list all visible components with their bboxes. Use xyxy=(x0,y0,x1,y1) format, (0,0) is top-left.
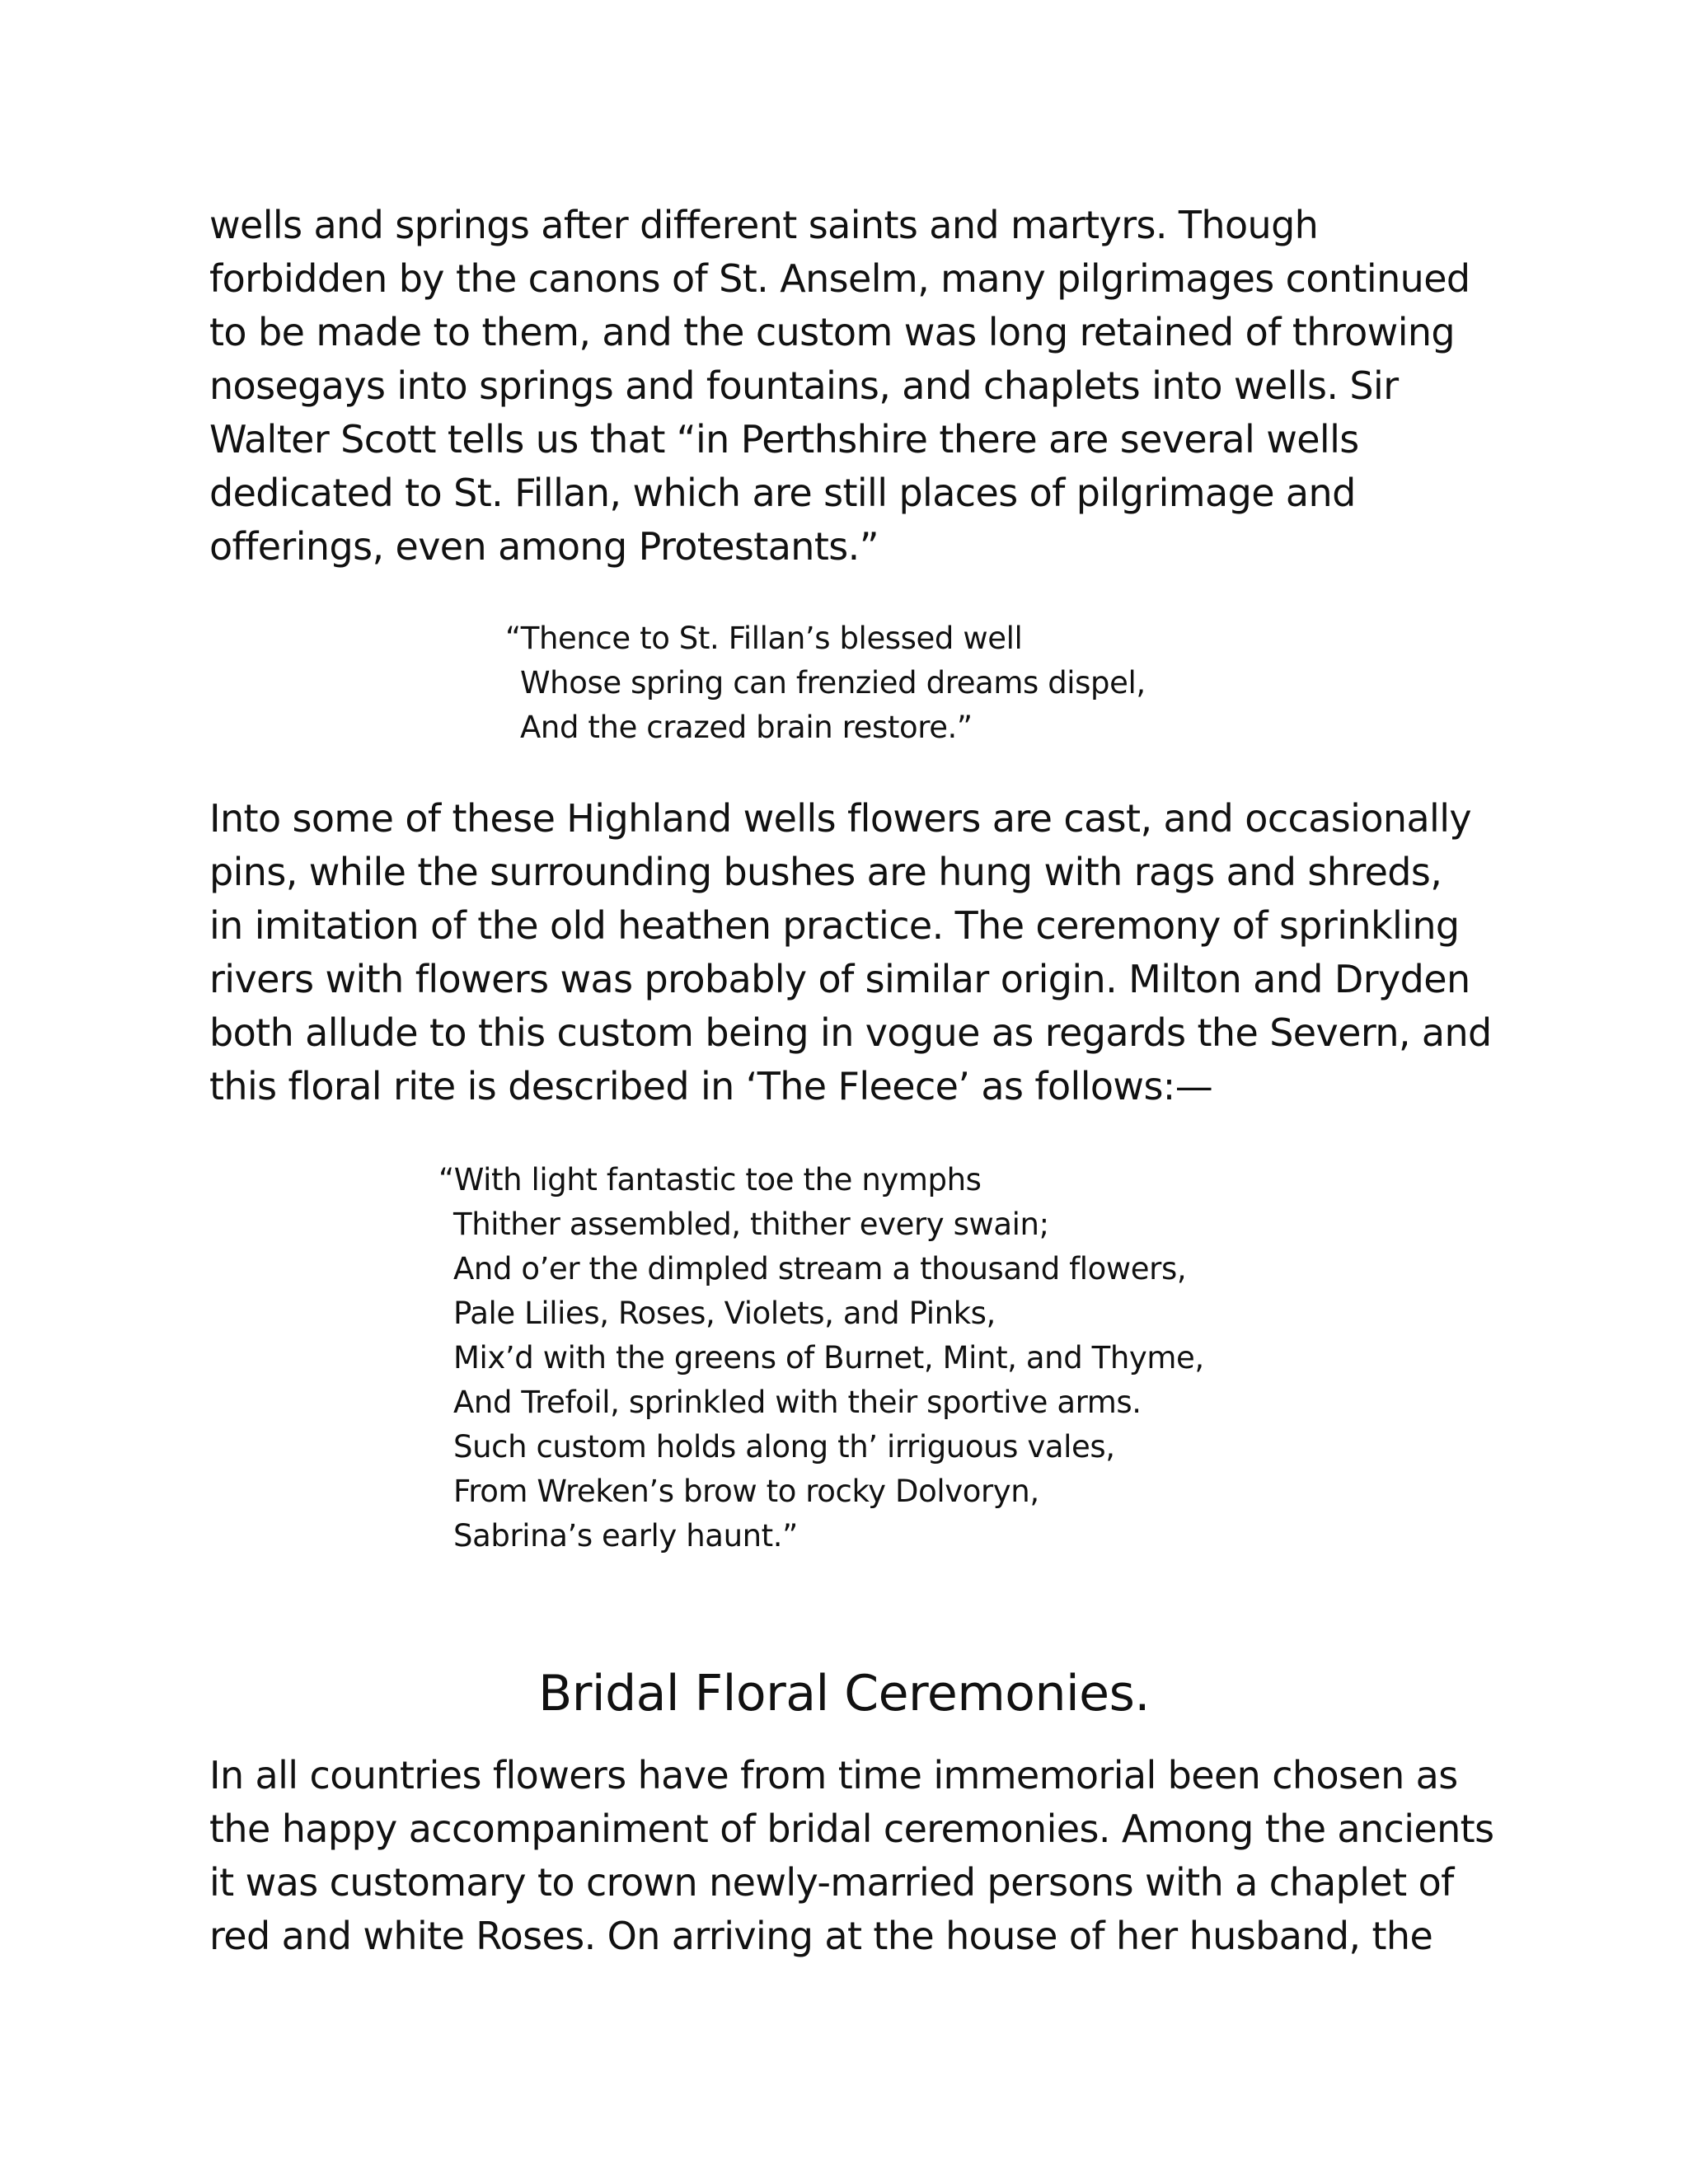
text-line: wells and springs after different saints and martyrs. Though xyxy=(209,203,1319,247)
verse-st-fillan xyxy=(505,616,1146,750)
paragraph-bridal-ceremonies xyxy=(209,1749,1495,1963)
verse-line: Thither assembled, thither every swain; xyxy=(453,1207,1049,1242)
verse-line: And Trefoil, sprinkled with their sportive arms. xyxy=(453,1385,1142,1420)
text-line: the happy accompaniment of bridal ceremonies. Among the ancients xyxy=(209,1807,1494,1851)
text-line: In all countries flowers have from time immemorial been chosen as xyxy=(209,1753,1458,1797)
text-line: offerings, even among Protestants.” xyxy=(209,524,879,569)
text-line: rivers with flowers was probably of similar origin. Milton and Dryden xyxy=(209,957,1470,1001)
text-line: to be made to them, and the custom was long retained of throwing xyxy=(209,310,1456,354)
verse-line: Pale Lilies, Roses, Violets, and Pinks, xyxy=(453,1296,996,1331)
text-line: nosegays into springs and fountains, and chaplets into wells. Sir xyxy=(209,363,1399,408)
text-line: forbidden by the canons of St. Anselm, many pilgrimages continued xyxy=(209,256,1470,301)
text-line: pins, while the surrounding bushes are hung with rags and shreds, xyxy=(209,850,1442,894)
verse-line: “Thence to St. Fillan’s blessed well xyxy=(505,621,1023,656)
text-line: both allude to this custom being in vogue as regards the Severn, and xyxy=(209,1010,1492,1055)
verse-line: And the crazed brain restore.” xyxy=(520,710,973,745)
verse-line: Whose spring can frenzied dreams dispel, xyxy=(520,665,1146,701)
verse-line: Mix’d with the greens of Burnet, Mint, and Thyme, xyxy=(453,1340,1204,1376)
verse-line: Sabrina’s early haunt.” xyxy=(453,1518,798,1554)
verse-line: Such custom holds along th’ irriguous vales, xyxy=(453,1429,1115,1465)
paragraph-wells-and-springs xyxy=(209,199,1495,574)
text-line: it was customary to crown newly-married persons with a chaplet of xyxy=(209,1860,1454,1905)
verse-line: “With light fantastic toe the nymphs xyxy=(438,1162,982,1197)
text-line: Walter Scott tells us that “in Perthshire there are several wells xyxy=(209,417,1359,462)
text-line: Into some of these Highland wells flowers are cast, and occasionally xyxy=(209,796,1472,841)
text-line: dedicated to St. Fillan, which are still places of pilgrimage and xyxy=(209,471,1356,515)
text-line: this floral rite is described in ‘The Fleece’ as follows:— xyxy=(209,1064,1213,1108)
section-heading: Bridal Floral Ceremonies. xyxy=(538,1665,1150,1722)
text-line: in imitation of the old heathen practice. The ceremony of sprinkling xyxy=(209,903,1460,948)
verse-the-fleece xyxy=(438,1158,1204,1558)
verse-line: From Wreken’s brow to rocky Dolvoryn, xyxy=(453,1474,1039,1509)
text-line: red and white Roses. On arriving at the house of her husband, the xyxy=(209,1914,1433,1958)
verse-line: And o’er the dimpled stream a thousand flowers, xyxy=(453,1251,1187,1286)
paragraph-highland-wells xyxy=(209,792,1495,1113)
